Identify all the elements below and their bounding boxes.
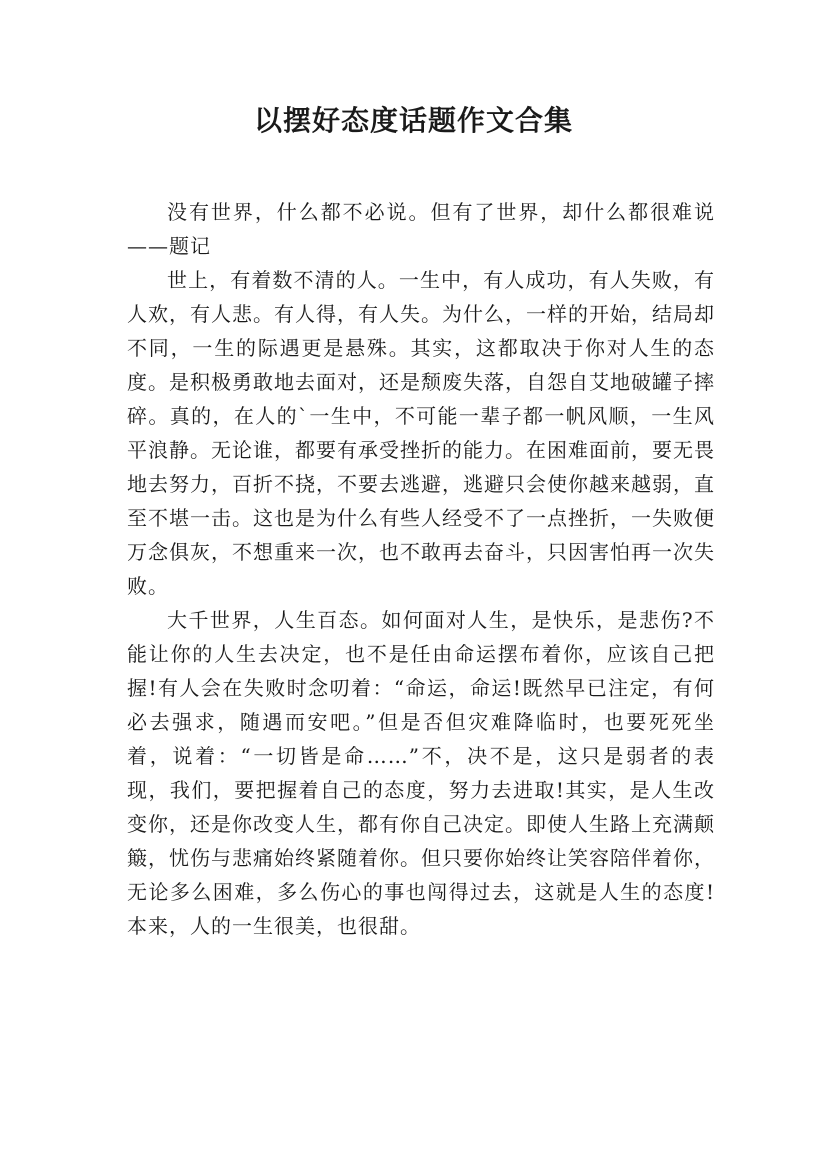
paragraph-attitude-to-life: 世上，有着数不清的人。一生中，有人成功，有人失败，有人欢，有人悲。有人得，有人失。为什么，一样的开始，结局却不同，一生的际遇更是悬殊。其实，这都取决于你对人生的态度。是积极勇敢地去面对，还是颓废失落，自怨自艾地破罐子摔碎。真的，在人的`一生中，不可能一辈子都一帆风顺，一生风平浪静。无论谁，都要有承受挫折的能力。在困难面前，要无畏地去努力，百折不挠，不要去逃避，逃避只会使你越来越弱，直至不堪一击。这也是为什么有些人经受不了一点挫折，一失败便万念俱灰，不想重来一次，也不敢再去奋斗，只因害怕再一次失败。 [127, 268, 715, 598]
document-body [127, 195, 715, 943]
document-title: 以摆好态度话题作文合集 [253, 104, 573, 137]
paragraph-facing-life: 大千世界，人生百态。如何面对人生，是快乐，是悲伤?不能让你的人生去决定，也不是任由命运摆布着你，应该自己把握!有人会在失败时念叨着：“命运，命运!既然早已注定，有何必去强求，随遇而安吧。”但是否但灾难降临时，也要死死坐着，说着：“一切皆是命……”不，决不是，这只是弱者的表现，我们，要把握着自己的态度，努力去进取!其实，是人生改变你，还是你改变人生，都有你自己决定。即使人生路上充满颠簸，忧伤与悲痛始终紧随着你。但只要你始终让笑容陪伴着你，无论多么困难，多么伤心的事也闯得过去，这就是人生的态度!本来，人的一生很美，也很甜。 [127, 608, 715, 938]
paragraph-epigraph: 没有世界，什么都不必说。但有了世界，却什么都很难说——题记 [127, 200, 715, 258]
